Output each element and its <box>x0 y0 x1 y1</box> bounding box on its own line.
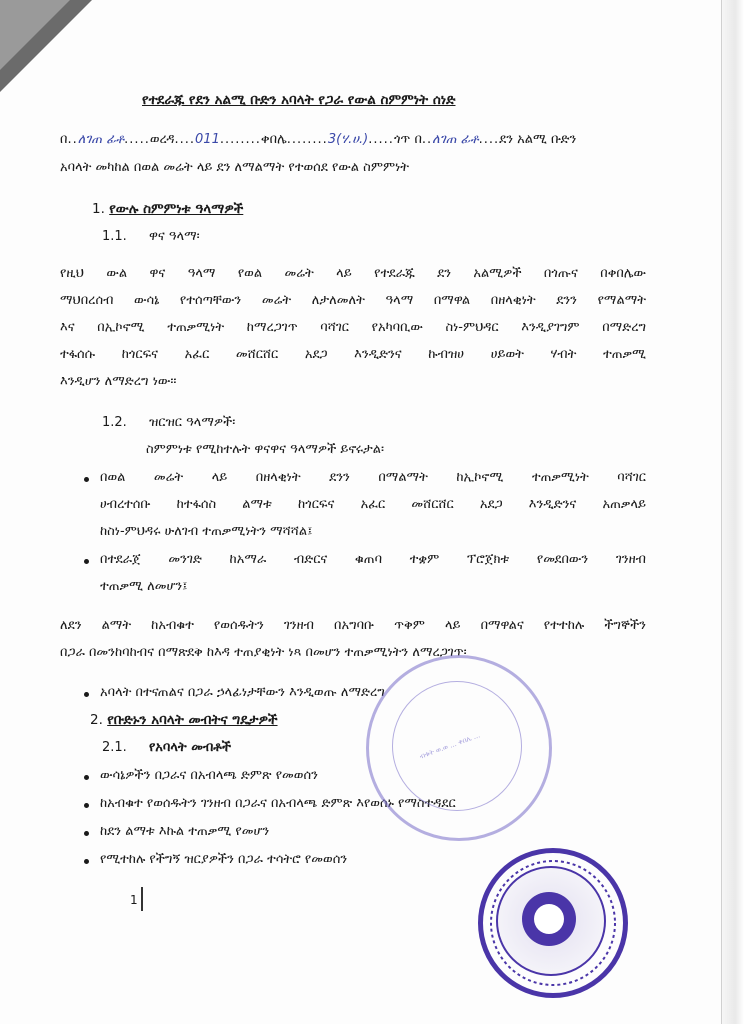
bullet-a-line-1: በወል መሬት ላይ በዘላቂነት ደንን በማልማት ከኢኮኖሚ ተጠቃሚነት ባሻገር <box>100 470 646 485</box>
rights-bullet-3: ከደን ልማቱ እኩል ተጠቃሚ የመሆን <box>100 824 270 839</box>
rights-bullet-4: የሚተከሉ የችግኝ ዝርያዎችን በጋራ ተሳትሮ የመወሰን <box>100 852 348 867</box>
paragraph-1-line-3: እና በኢኮኖሚ ተጠቃሚነት ከማረጋገጥ ባሻገር የአካባቢው ስነ-ምህዳር እንዲያገግም በማድረግ <box>60 320 646 335</box>
section-2-number: 2. <box>90 712 103 728</box>
bullet-marker <box>84 831 89 836</box>
intro-prefix: በ <box>60 132 68 147</box>
subsection-1-2-heading <box>102 415 235 431</box>
subsection-1-1-heading <box>102 229 200 245</box>
paragraph-2-line-2: በጋራ በመንከባከብና በማጽደቅ ከእዳ ተጠያቂነት ነጻ በመሆን ተጠቃሚነትን ለማረጋገጥ፡ <box>60 645 467 660</box>
bullet-a-line-2: ሀብረተሰቡ ከተፋሰስ ልማቱ ከጎርፍና አፈር መሸርሸር አደጋ እንዲድንና አጠቃላይ <box>100 497 646 512</box>
subsection-1-1-number: 1.1. <box>102 229 127 244</box>
page-number: 1 <box>130 893 138 907</box>
seal-ring-lettering-icon <box>478 848 628 998</box>
section-1-number: 1. <box>92 201 105 217</box>
page-right-edge <box>721 0 744 1024</box>
subsection-1-1-title: ዋና ዓላማ፡ <box>148 229 200 244</box>
document-title: የተደራጁ የደን አልሚ ቡድን አባላት የጋራ የውል ስምምነት ሰነድ <box>142 92 456 108</box>
handwritten-woreda: ለገጠ ፊቶ <box>77 132 125 147</box>
subsection-2-1-number: 2.1. <box>102 740 127 755</box>
subsection-2-1-title: የአባላት መብቶች <box>148 740 232 755</box>
intro-line-2: አባላት መካከል በወል መሬት ላይ ደን ለማልማት የተወሰደ የውል ስምምነት <box>60 160 410 175</box>
handwritten-gote: ለገጠ ፊቶ <box>432 132 479 147</box>
intro-kebele: ቀበሌ <box>260 132 287 147</box>
paragraph-1-line-5: እንዲሆን ለማድረግ ነው፡፡ <box>60 374 177 389</box>
subsection-1-2-number: 1.2. <box>102 415 127 430</box>
rights-bullet-2: ከአብቁተ የወሰዱትን ገንዘብ በጋራና በአብላጫ ድምጽ እየወሰኑ የማስተዳደር <box>100 796 456 811</box>
paragraph-1-line-2: ማህበረሰብ ውሳኔ የተሰጣቸውን መሬት ለታለመለት ዓላማ በማዋል በዘላቂነት ደንን የማልማት <box>60 293 646 308</box>
section-1-heading <box>92 201 243 217</box>
bullet-marker <box>84 692 89 697</box>
bullet-marker <box>84 859 89 864</box>
bullet-marker <box>84 803 89 808</box>
intro-woreda: ወረዳ <box>149 132 175 147</box>
section-2-title: የቡድኑን አባላት መብትና ግዴታዎች <box>107 712 278 728</box>
section-2-heading <box>90 712 278 728</box>
bullet-b-line-1: በተደራጀ መንገድ ከአማራ ብድርና ቁጠባ ተቋም ፕሮጀክቱ የመደበውን ገንዘብ <box>100 552 646 567</box>
faded-stamp-text: ብቁት ወ.ወ ... ቀበሌ ... <box>418 731 482 761</box>
intro-gote: ጎጥ በ <box>393 132 422 147</box>
subsection-1-2-title: ዝርዝር ዓላማዎች፡ <box>148 415 236 430</box>
subsection-2-1-heading <box>102 740 231 756</box>
margin-mark <box>141 887 143 911</box>
bullet-a-line-3: ከስነ-ምህዳሩ ሁለገብ ተጠቃሚነትን ማሻሻል፤ <box>100 524 313 539</box>
section-1-title: የውሉ ስምምነቱ ዓላማዎች <box>109 201 244 217</box>
paragraph-2-line-1: ለደን ልማት ከአብቁተ የወሰዱትን ገንዘብ በአግባቡ ጥቅም ላይ በማዋልና የተተከሉ ችግኞችን <box>60 618 646 633</box>
bullet-c: አባላት በተናጠልና በጋራ ኃላፊነታቸውን እንዲወጡ ለማድረግ <box>100 685 385 700</box>
paragraph-1-line-1: የዚህ ውል ዋና ዓላማ የወል መሬት ላይ የተደራጁ ደን አልሚዎች በጎጡና በቀበሌው <box>60 266 646 281</box>
handwritten-kebele: 3(ሃ.ሀ.) <box>327 132 369 147</box>
folded-corner-highlight <box>0 0 70 70</box>
intro-line-1: በ..ለገጠ ፊቶ.....ወረዳ....011........ቀበሌ........3(ሃ.ሀ.).....ጎጥ በ..ለገጠ ፊቶ....ደን አልሚ ቡድን <box>60 132 577 147</box>
bullet-marker <box>84 477 89 482</box>
intro-suffix: ደን አልሚ ቡድን <box>499 132 577 147</box>
bullet-b-line-2: ተጠቃሚ ለመሆን፤ <box>100 579 188 594</box>
paragraph-1-line-4: ተፋሰሱ ከጎርፍና አፈር መሸርሸር አደጋ እንዲድንና ኩብዝሀ ሀይወት ሃብት ተጠቃሚ <box>60 347 646 362</box>
handwritten-woreda-number: 011 <box>195 132 220 147</box>
bullet-marker <box>84 775 89 780</box>
bullet-marker <box>84 559 89 564</box>
subsection-1-2-intro: ስምምነቱ የሚከተሉት ዋናዋና ዓላማዎች ይኖሩታል፡ <box>146 442 385 457</box>
rights-bullet-1: ውሳኔዎችን በጋራና በአብላጫ ድምጽ የመወሰን <box>100 768 318 783</box>
